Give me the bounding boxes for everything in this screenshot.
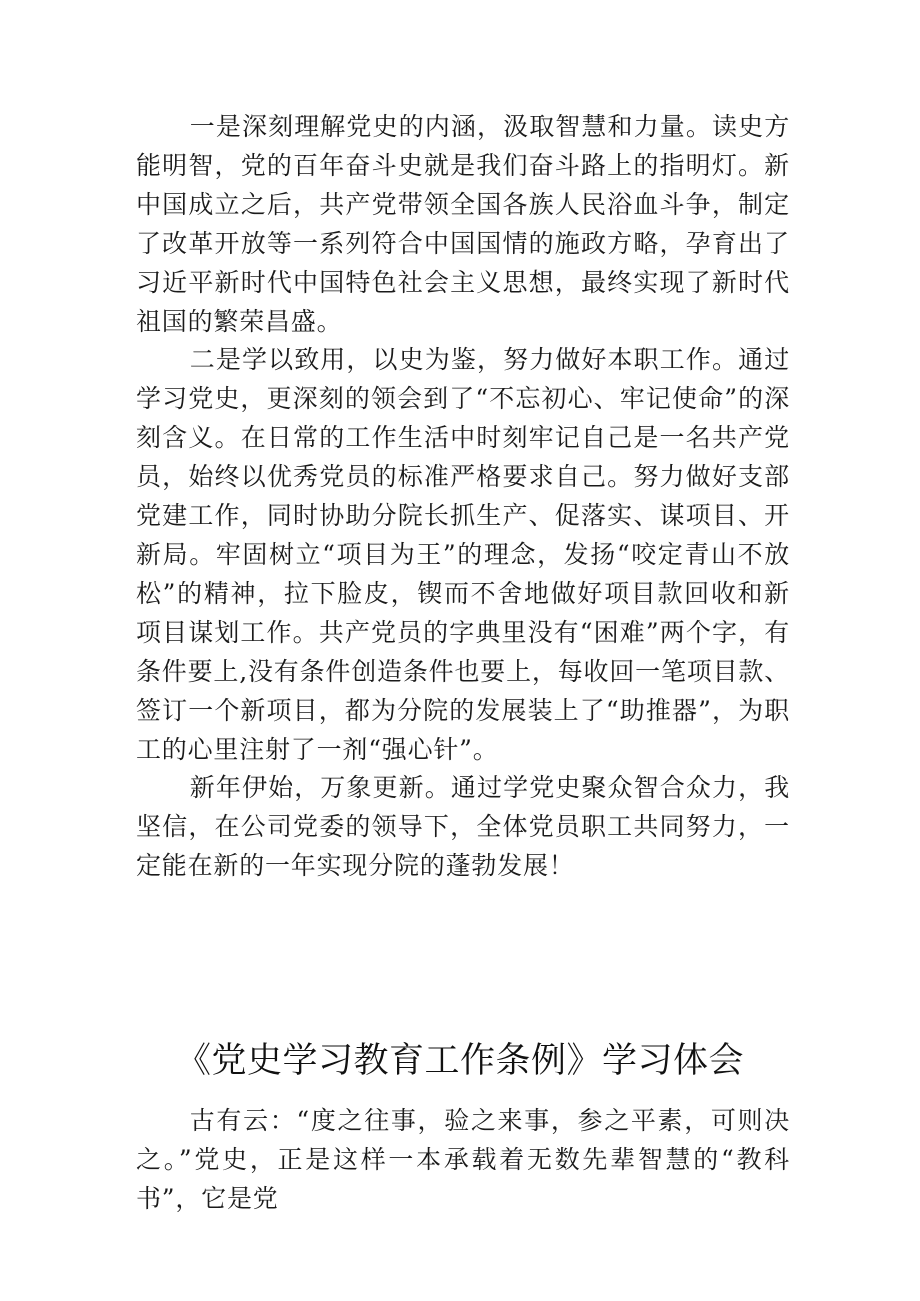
paragraph-2: 二是学以致用，以史为鉴，努力做好本职工作。通过学习党史，更深刻的领会到了“不忘初心、牢记使命”的深刻含义。在日常的工作生活中时刻牢记自己是一名共产党员，始终以优秀党员的标准严格要求自己。努力做好支部党建工作，同时协助分院长抓生产、促落实、谋项目、开新局。牢固树立“项目为王”的理念，发扬“咬定青山不放松”的精神，拉下脸皮，锲而不舍地做好项目款回收和新项目谋划工作。共产党员的字典里没有“困难”两个字，有条件要上,没有条件创造条件也要上，每收回一笔项目款、签订一个新项目，都为分院的发展装上了“助推器”，为职工的心里注射了一剂“强心针”。 (136, 345, 790, 764)
article-body (136, 108, 790, 886)
section-title: 《党史学习教育工作条例》学习体会 (175, 1041, 744, 1081)
section-body (136, 1102, 790, 1219)
paragraph-1: 一是深刻理解党史的内涵，汲取智慧和力量。读史方能明智，党的百年奋斗史就是我们奋斗路上的指明灯。新中国成立之后，共产党带领全国各族人民浴血斗争，制定了改革开放等一系列符合中国国情的施政方略，孕育出了习近平新时代中国特色社会主义思想，最终实现了新时代祖国的繁荣昌盛。 (136, 112, 790, 336)
section-paragraph-1: 古有云：“度之往事，验之来事，参之平素，可则决之。”党史，正是这样一本承载着无数先辈智慧的“教科书”，它是党 (136, 1106, 790, 1213)
paragraph-3: 新年伊始，万象更新。通过学党史聚众智合众力，我坚信，在公司党委的领导下，全体党员职工共同努力，一定能在新的一年实现分院的蓬勃发展！ (136, 773, 790, 881)
